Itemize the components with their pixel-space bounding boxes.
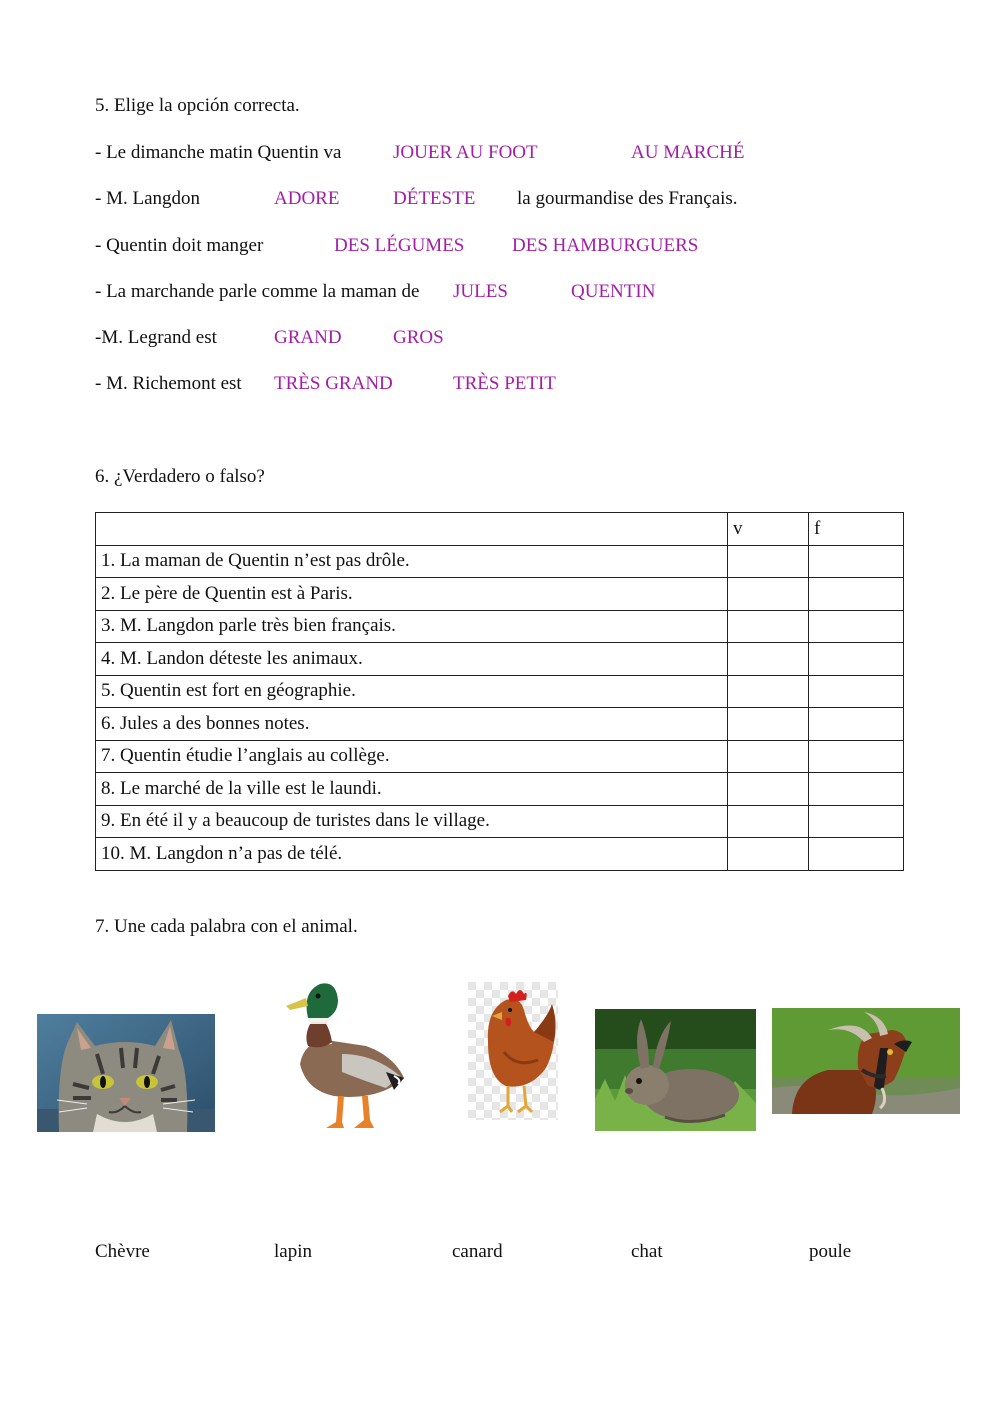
s5-row3-prefix: - Quentin doit manger	[95, 235, 264, 256]
s5-row2-prefix: - M. Langdon	[95, 188, 201, 209]
f-answer-cell[interactable]	[809, 773, 904, 806]
f-answer-cell[interactable]	[809, 838, 904, 871]
statement-cell: 9. En été il y a beaucoup de turistes dans le village.	[96, 805, 728, 838]
hen-photo[interactable]	[468, 982, 558, 1120]
v-answer-cell[interactable]	[728, 545, 809, 578]
statement-cell: 6. Jules a des bonnes notes.	[96, 708, 728, 741]
v-answer-cell[interactable]	[728, 773, 809, 806]
s5-row1-option-b[interactable]: AU MARCHÉ	[631, 142, 745, 163]
v-answer-cell[interactable]	[728, 578, 809, 611]
table-row	[96, 838, 904, 871]
f-answer-cell[interactable]	[809, 610, 904, 643]
goat-photo[interactable]	[772, 1008, 960, 1114]
s5-row3-option-a[interactable]: DES LÉGUMES	[334, 235, 465, 256]
table-row	[96, 708, 904, 741]
table-row	[96, 643, 904, 676]
s5-row4-option-a[interactable]: JULES	[453, 281, 508, 302]
word-lapin[interactable]: lapin	[274, 1241, 312, 1262]
v-answer-cell[interactable]	[728, 675, 809, 708]
f-answer-cell[interactable]	[809, 805, 904, 838]
table-row	[96, 610, 904, 643]
duck-photo[interactable]	[282, 976, 406, 1134]
table-row	[96, 773, 904, 806]
f-answer-cell[interactable]	[809, 545, 904, 578]
word-chevre[interactable]: Chèvre	[95, 1241, 150, 1262]
v-answer-cell[interactable]	[728, 643, 809, 676]
v-answer-cell[interactable]	[728, 805, 809, 838]
s5-row3-option-b[interactable]: DES HAMBURGUERS	[512, 235, 699, 256]
s5-row1-option-a[interactable]: JOUER AU FOOT	[393, 142, 538, 163]
s5-row4-prefix: - La marchande parle comme la maman de	[95, 281, 420, 302]
statement-cell: 5. Quentin est fort en géographie.	[96, 675, 728, 708]
s5-row6-prefix: - M. Richemont est	[95, 373, 242, 394]
statement-cell: 7. Quentin étudie l’anglais au collège.	[96, 740, 728, 773]
v-answer-cell[interactable]	[728, 610, 809, 643]
s5-row6-option-b[interactable]: TRÈS PETIT	[453, 373, 556, 394]
word-canard[interactable]: canard	[452, 1241, 503, 1262]
s5-row6-option-a[interactable]: TRÈS GRAND	[274, 373, 393, 394]
v-header-cell: v	[728, 513, 809, 546]
true-false-table	[95, 512, 904, 871]
s5-row5-prefix: -M. Legrand est	[95, 327, 217, 348]
table-row	[96, 578, 904, 611]
s5-row2-option-a[interactable]: ADORE	[274, 188, 340, 209]
v-answer-cell[interactable]	[728, 838, 809, 871]
cat-photo[interactable]	[37, 1014, 215, 1132]
s5-row5-option-a[interactable]: GRAND	[274, 327, 342, 348]
statement-cell: 4. M. Landon déteste les animaux.	[96, 643, 728, 676]
f-answer-cell[interactable]	[809, 578, 904, 611]
table-header-row	[96, 513, 904, 546]
word-poule[interactable]: poule	[809, 1241, 852, 1262]
table-row	[96, 740, 904, 773]
f-header-cell: f	[809, 513, 904, 546]
f-answer-cell[interactable]	[809, 708, 904, 741]
word-chat[interactable]: chat	[631, 1241, 663, 1262]
table-row	[96, 805, 904, 838]
table-row	[96, 545, 904, 578]
section7-heading: 7. Une cada palabra con el animal.	[95, 916, 358, 937]
s5-row5-option-b[interactable]: GROS	[393, 327, 444, 348]
statement-cell: 10. M. Langdon n’a pas de télé.	[96, 838, 728, 871]
statement-cell: 3. M. Langdon parle très bien français.	[96, 610, 728, 643]
table-row	[96, 675, 904, 708]
s5-row2-suffix: la gourmandise des Français.	[517, 188, 738, 209]
rabbit-photo[interactable]	[595, 1009, 756, 1131]
s5-row4-option-b[interactable]: QUENTIN	[571, 281, 656, 302]
f-answer-cell[interactable]	[809, 675, 904, 708]
v-answer-cell[interactable]	[728, 740, 809, 773]
s5-row2-option-b[interactable]: DÉTESTE	[393, 188, 476, 209]
v-answer-cell[interactable]	[728, 708, 809, 741]
s5-row1-prefix: - Le dimanche matin Quentin va	[95, 142, 342, 163]
section6-heading: 6. ¿Verdadero o falso?	[95, 466, 265, 487]
section5-heading: 5. Elige la opción correcta.	[95, 95, 300, 116]
statement-cell: 1. La maman de Quentin n’est pas drôle.	[96, 545, 728, 578]
f-answer-cell[interactable]	[809, 643, 904, 676]
statement-cell: 8. Le marché de la ville est le laundi.	[96, 773, 728, 806]
f-answer-cell[interactable]	[809, 740, 904, 773]
statement-header-cell	[96, 513, 728, 546]
statement-cell: 2. Le père de Quentin est à Paris.	[96, 578, 728, 611]
